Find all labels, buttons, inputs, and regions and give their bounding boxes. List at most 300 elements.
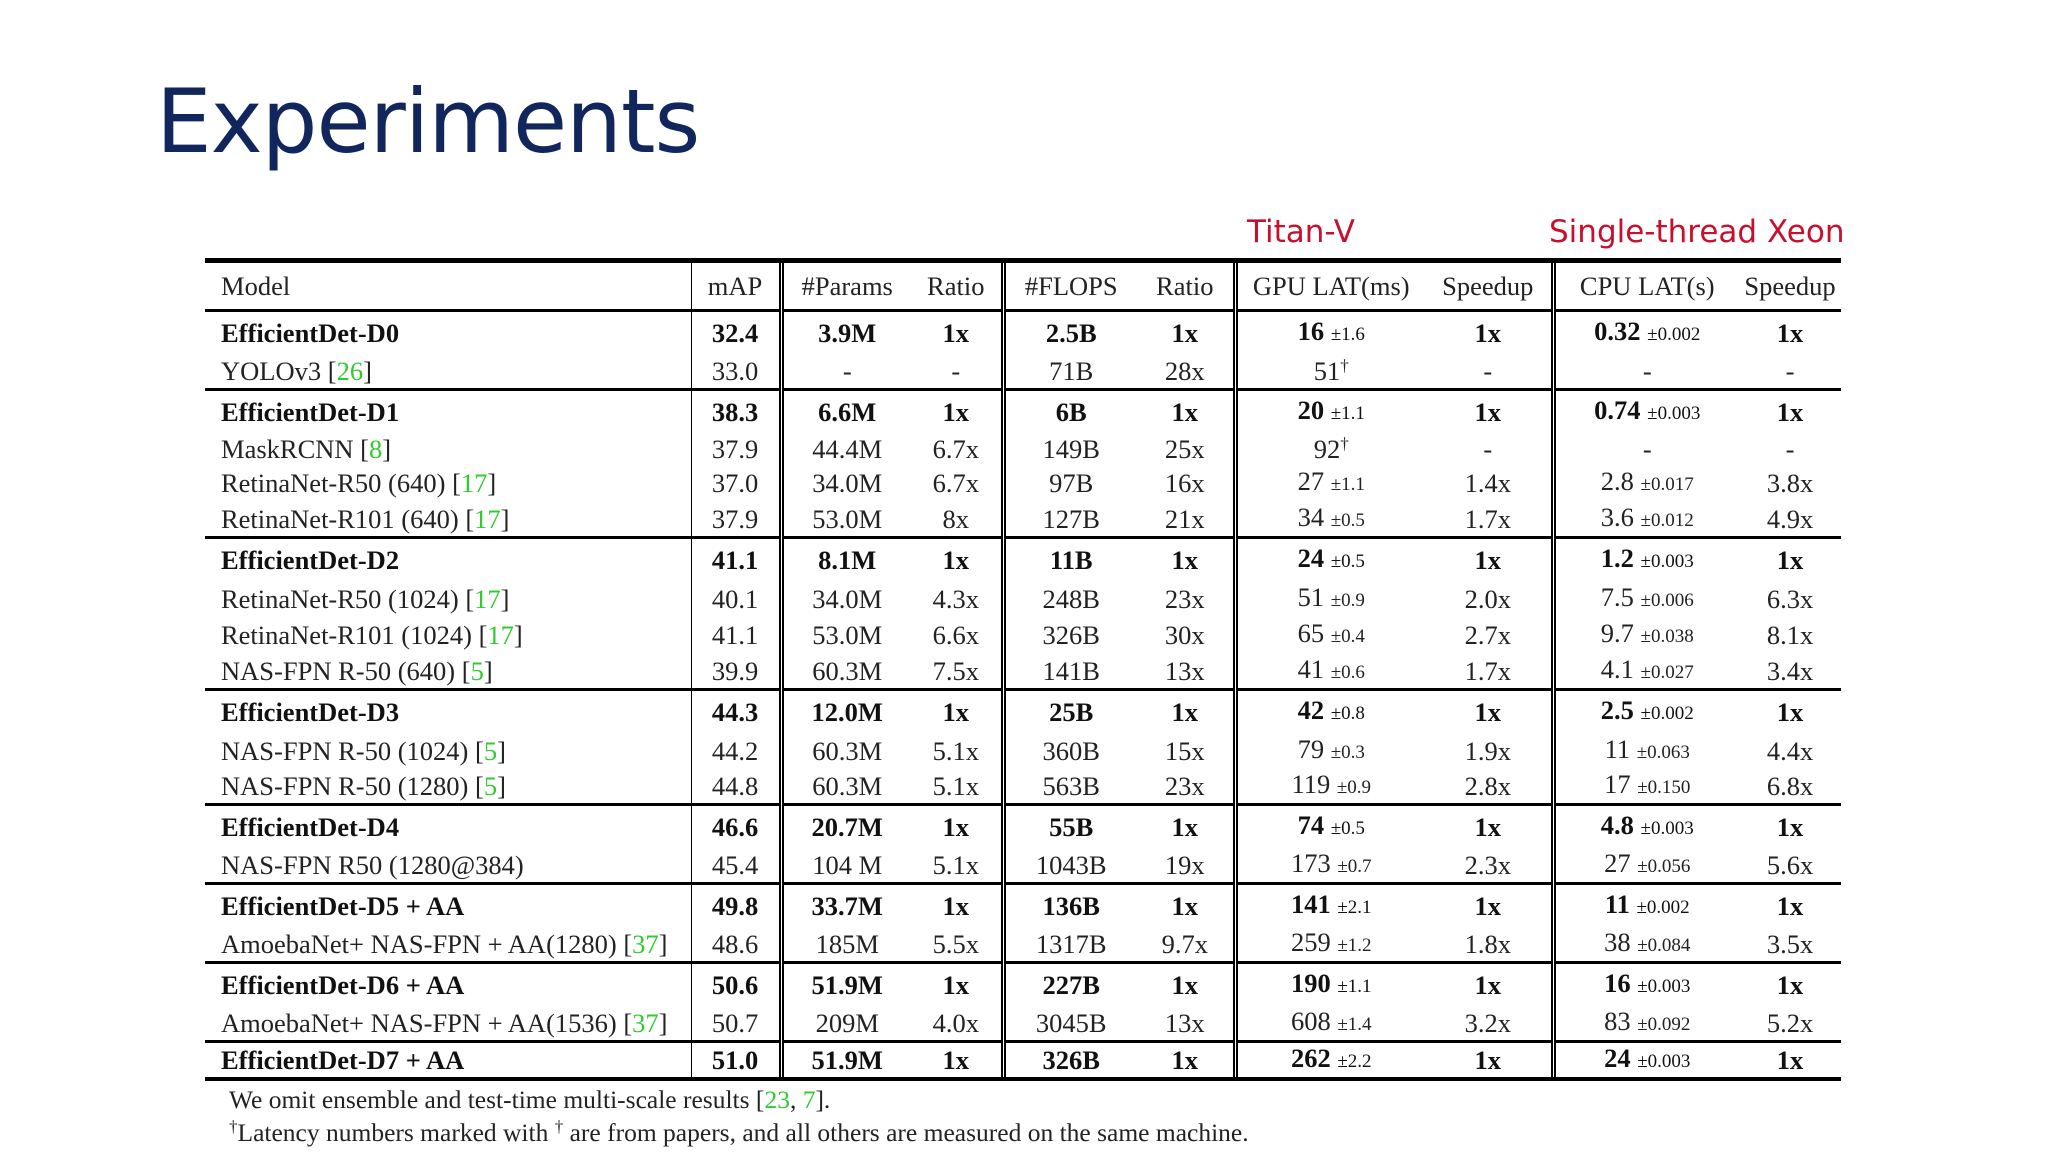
cell-flops: 326B (1042, 620, 1100, 651)
table-row (205, 963, 1841, 1007)
cell-flops: 25B (1049, 696, 1094, 727)
cell-cpu-speedup: 1x (1776, 812, 1804, 843)
cell-cpu-speedup: 6.3x (1766, 583, 1814, 614)
cell-flops: 136B (1042, 891, 1100, 922)
cpu-lat-stddev: ±0.012 (1640, 509, 1694, 531)
table-row (205, 581, 1841, 617)
cell-cpu-lat (1553, 1006, 1739, 1042)
cell-map: 50.7 (691, 1006, 781, 1042)
cell-model (205, 390, 691, 434)
citation-link[interactable]: 17 (474, 503, 501, 534)
cell-model (205, 848, 691, 884)
table-row (205, 884, 1841, 928)
cell-model (205, 963, 691, 1007)
table-group (205, 805, 1841, 884)
cell-params: 60.3M (812, 771, 883, 802)
cell-params-ratio: 1x (911, 884, 1003, 928)
cell-flops: 360B (1042, 735, 1100, 766)
cell-gpu-lat (1235, 689, 1425, 733)
cell-map: 48.6 (691, 927, 781, 963)
cpu-lat-value: 0.32 (1594, 316, 1641, 346)
cell-flops-ratio: 1x (1137, 884, 1235, 928)
cell-gpu-speedup: 1.9x (1425, 733, 1553, 769)
cell-gpu-lat (1235, 1042, 1425, 1078)
cell-flops: 141B (1042, 655, 1100, 686)
cell-params: 3.9M (818, 318, 877, 348)
cell-gpu-lat (1235, 769, 1425, 805)
cell-params-ratio: 5.1x (911, 769, 1003, 805)
cpu-lat-value: 27 (1604, 848, 1631, 879)
citation-link[interactable]: 37 (632, 1008, 659, 1039)
cell-model: RetinaNet-R101 (1024) [17] (205, 617, 691, 653)
cell-map: 44.2 (691, 733, 781, 769)
cell-params-ratio: 6.7x (911, 465, 1003, 501)
cell-flops-ratio: 1x (1137, 390, 1235, 434)
cpu-lat-value: 4.8 (1600, 810, 1634, 841)
citation-link[interactable]: 5 (483, 771, 498, 802)
gpu-lat-value: 42 (1297, 694, 1325, 725)
gpu-lat-stddev: ±2.1 (1337, 897, 1372, 919)
table-footnotes (205, 1083, 1841, 1149)
dagger-mark: † (1340, 434, 1349, 453)
cpu-lat-value: 11 (1604, 889, 1630, 920)
cell-gpu-lat (1235, 311, 1425, 355)
citation-link[interactable]: 37 (632, 929, 659, 960)
cell-gpu-lat (1235, 581, 1425, 617)
table-row (205, 927, 1841, 963)
cell-cpu-speedup: 5.6x (1766, 850, 1814, 881)
cell-params-ratio: 1x (911, 1042, 1003, 1078)
cell-model: NAS-FPN R-50 (1024) [5] (205, 733, 691, 769)
cpu-lat-value: 1.2 (1600, 542, 1634, 573)
cell-flops-ratio: 13x (1137, 654, 1235, 690)
cell-map: 45.4 (691, 848, 781, 884)
gpu-lat-value: 74 (1297, 810, 1325, 841)
cell-flops: 6B (1055, 397, 1087, 427)
col-header-flops-ratio: Ratio (1137, 263, 1235, 311)
table-row (205, 769, 1841, 805)
cpu-lat-stddev: ±0.002 (1647, 324, 1701, 345)
cell-model: RetinaNet-R50 (640) [17] (205, 465, 691, 501)
cell-gpu-speedup: 1x (1425, 963, 1553, 1007)
footnote-latency-text: Latency numbers marked with (237, 1118, 555, 1148)
cell-gpu-speedup: 1x (1425, 1042, 1553, 1078)
footnote-latency (229, 1116, 1841, 1149)
cell-params: 12.0M (811, 696, 883, 727)
cell-cpu-lat (1553, 848, 1739, 884)
gpu-lat-stddev: ±0.5 (1330, 818, 1365, 840)
cell-gpu-lat (1235, 465, 1425, 501)
gpu-lat-value: 24 (1297, 542, 1325, 573)
cell-flops: 2.5B (1045, 318, 1097, 348)
cell-flops-ratio: 21x (1137, 502, 1235, 538)
cpu-lat-value: - (1642, 356, 1652, 386)
cell-model (205, 805, 691, 849)
model-name: EfficientDet-D4 (221, 812, 400, 843)
cell-flops: 1317B (1035, 929, 1107, 960)
model-name: MaskRCNN (221, 434, 361, 464)
cell-cpu-speedup: 1x (1776, 970, 1804, 1001)
cell-params: 6.6M (818, 397, 877, 427)
gpu-lat-value: 79 (1297, 733, 1325, 764)
gpu-lat-value: 41 (1297, 653, 1325, 684)
cell-params-ratio: 5.5x (911, 927, 1003, 963)
gpu-lat-value: 34 (1297, 501, 1325, 532)
cell-params-ratio: 4.3x (911, 581, 1003, 617)
cpu-lat-stddev: ±0.038 (1640, 626, 1694, 648)
gpu-lat-stddev: ±1.1 (1330, 474, 1365, 496)
model-name: RetinaNet-R50 (640) (221, 468, 453, 499)
model-name: EfficientDet-D3 (221, 696, 400, 727)
cell-params: 51.9M (811, 1045, 883, 1076)
footnote-latency-text-2: are from papers, and all others are measured on the same machine. (563, 1118, 1249, 1148)
cell-model: RetinaNet-R101 (640) [17] (205, 502, 691, 538)
cell-gpu-lat (1235, 1006, 1425, 1042)
cell-gpu-speedup: 1.7x (1425, 502, 1553, 538)
gpu-lat-value: 141 (1290, 889, 1331, 920)
cell-gpu-speedup: 1.7x (1425, 654, 1553, 690)
cell-map: 41.1 (691, 617, 781, 653)
cell-model: YOLOv3 [26] (205, 354, 691, 390)
cell-map: 50.6 (691, 963, 781, 1007)
cpu-lat-value: 24 (1604, 1043, 1631, 1074)
cpu-lat-stddev: ±0.003 (1640, 818, 1694, 840)
cell-params-ratio: 1x (911, 689, 1003, 733)
cpu-lat-value: 9.7 (1600, 618, 1634, 649)
cell-cpu-lat (1553, 354, 1739, 390)
cell-params: 20.7M (811, 812, 883, 843)
citation-link[interactable]: 23 (764, 1085, 790, 1115)
results-table (205, 258, 1841, 1149)
model-name: NAS-FPN R50 (1280@384) (221, 850, 524, 881)
citation-link[interactable]: 7 (802, 1085, 816, 1115)
cell-flops-ratio: 16x (1137, 465, 1235, 501)
col-header-gpu-lat: GPU LAT(ms) (1235, 263, 1425, 311)
cpu-lat-stddev: ±0.092 (1637, 1014, 1691, 1036)
table-row (205, 1006, 1841, 1042)
cell-flops: 11B (1049, 544, 1093, 575)
cell-model: MaskRCNN [8] (205, 433, 691, 465)
footnote-ensemble-text: We omit ensemble and test-time multi-scale results [ (229, 1085, 765, 1115)
cell-params: 60.3M (812, 735, 883, 766)
table-group (205, 1042, 1841, 1078)
cell-cpu-lat (1553, 465, 1739, 501)
model-name: NAS-FPN R-50 (640) (221, 655, 462, 686)
cell-params: 185M (815, 929, 879, 960)
col-header-model: Model (205, 263, 691, 311)
cell-params: 104 M (812, 850, 883, 881)
gpu-lat-value: 119 (1291, 769, 1331, 800)
model-name: RetinaNet-R101 (640) (221, 503, 466, 534)
cell-flops-ratio: 23x (1137, 581, 1235, 617)
model-name: EfficientDet-D7 + AA (221, 1045, 465, 1076)
col-header-params-ratio: Ratio (911, 263, 1003, 311)
cell-params: 34.0M (812, 583, 883, 614)
gpu-lat-value: 27 (1297, 466, 1325, 497)
model-name: YOLOv3 (221, 356, 328, 386)
table-row (205, 617, 1841, 653)
cell-gpu-lat (1235, 805, 1425, 849)
gpu-lat-value: 259 (1290, 927, 1331, 958)
cell-cpu-speedup: 6.8x (1766, 771, 1814, 802)
cell-map: 37.0 (691, 465, 781, 501)
table-row (205, 1042, 1841, 1078)
table-row (205, 805, 1841, 849)
cell-gpu-lat (1235, 354, 1425, 390)
cell-gpu-lat (1235, 390, 1425, 434)
table-row (205, 465, 1841, 501)
footnote-end: ]. (815, 1085, 831, 1115)
cell-flops-ratio: 1x (1137, 311, 1235, 355)
cell-map: 41.1 (691, 537, 781, 581)
cell-cpu-speedup: 1x (1776, 696, 1804, 727)
cell-map: 39.9 (691, 654, 781, 690)
gpu-lat-stddev: ±1.4 (1337, 1014, 1372, 1036)
table-row (205, 390, 1841, 434)
cpu-lat-stddev: ±0.002 (1640, 702, 1694, 724)
cell-gpu-speedup: 2.3x (1425, 848, 1553, 884)
table-group (205, 390, 1841, 538)
cpu-lat-stddev: ±0.003 (1637, 976, 1691, 998)
cpu-lat-value: 17 (1604, 769, 1631, 800)
cell-params: 34.0M (812, 468, 883, 499)
cell-cpu-lat (1553, 805, 1739, 849)
cell-gpu-speedup: 1x (1425, 390, 1553, 434)
cell-model: AmoebaNet+ NAS-FPN + AA(1280) [37] (205, 927, 691, 963)
cpu-lat-value: 4.1 (1600, 653, 1634, 684)
cell-flops-ratio: 1x (1137, 1042, 1235, 1078)
gpu-lat-stddev: ±0.7 (1337, 856, 1372, 878)
cell-cpu-lat (1553, 689, 1739, 733)
table-row (205, 654, 1841, 690)
gpu-lat-stddev: ±0.3 (1330, 741, 1365, 763)
cpu-lat-value: 2.8 (1600, 466, 1634, 497)
cell-cpu-speedup: 4.9x (1766, 503, 1814, 534)
cell-params: 209M (815, 1008, 879, 1039)
cell-params: 44.4M (812, 434, 883, 464)
cell-cpu-speedup: 1x (1776, 397, 1804, 427)
cell-cpu-lat (1553, 390, 1739, 434)
cell-map: 38.3 (691, 390, 781, 434)
cell-cpu-speedup: - (1785, 356, 1795, 386)
cell-cpu-lat (1553, 654, 1739, 690)
cpu-lat-stddev: ±0.003 (1640, 550, 1694, 572)
cell-cpu-speedup: 1x (1776, 891, 1804, 922)
cpu-lat-stddev: ±0.003 (1647, 403, 1701, 424)
cpu-lat-stddev: ±0.150 (1637, 777, 1691, 799)
cell-params-ratio: 1x (911, 537, 1003, 581)
cell-flops: 563B (1042, 771, 1100, 802)
cell-gpu-speedup: 1x (1425, 884, 1553, 928)
cell-cpu-lat (1553, 537, 1739, 581)
cpu-lat-stddev: ±0.056 (1637, 856, 1691, 878)
cpu-lat-stddev: ±0.063 (1636, 741, 1690, 763)
cpu-lat-value: 0.74 (1594, 395, 1641, 425)
footnote-ensemble (229, 1083, 1841, 1116)
slide-title: Experiments (156, 70, 700, 173)
cell-params-ratio: 4.0x (911, 1006, 1003, 1042)
cell-gpu-speedup: 1.4x (1425, 465, 1553, 501)
cell-gpu-speedup: 1x (1425, 537, 1553, 581)
cell-cpu-speedup: 3.8x (1766, 468, 1814, 499)
cell-params-ratio: 6.7x (911, 433, 1003, 465)
cell-model (205, 884, 691, 928)
cpu-lat-value: 16 (1604, 968, 1631, 999)
citation-link[interactable]: 5 (483, 735, 498, 766)
cell-map: 44.8 (691, 769, 781, 805)
col-header-cpu-speedup: Speedup (1739, 263, 1841, 311)
cell-gpu-lat (1235, 433, 1425, 465)
col-header-flops: #FLOPS (1003, 263, 1137, 311)
table-bottom-rule (205, 1077, 1841, 1081)
model-name: EfficientDet-D2 (221, 544, 400, 575)
cpu-lat-value: 2.5 (1600, 694, 1634, 725)
gpu-lat-stddev: ±0.8 (1330, 702, 1365, 724)
cell-params: 8.1M (818, 544, 877, 575)
cell-gpu-speedup: 2.7x (1425, 617, 1553, 653)
cell-flops-ratio: 23x (1137, 769, 1235, 805)
cell-gpu-speedup: 2.0x (1425, 581, 1553, 617)
cell-cpu-lat (1553, 581, 1739, 617)
cell-cpu-lat (1553, 433, 1739, 465)
gpu-lat-stddev: ±0.4 (1330, 626, 1365, 648)
gpu-lat-stddev: ±0.5 (1330, 509, 1365, 531)
cell-params-ratio: - (911, 354, 1003, 390)
cell-model (205, 537, 691, 581)
citation-link[interactable]: 17 (460, 468, 488, 499)
cell-map: 33.0 (691, 354, 781, 390)
cell-model (205, 1042, 691, 1078)
table-group (205, 537, 1841, 689)
cell-model (205, 689, 691, 733)
cell-flops-ratio: 28x (1137, 354, 1235, 390)
gpu-lat-value: 16 (1297, 316, 1325, 346)
cell-gpu-lat (1235, 884, 1425, 928)
cell-map: 37.9 (691, 433, 781, 465)
cell-cpu-speedup: 1x (1776, 544, 1804, 575)
cpu-lat-stddev: ±0.084 (1637, 935, 1691, 957)
gpu-lat-stddev: ±1.2 (1337, 935, 1372, 957)
cell-flops: 3045B (1035, 1008, 1107, 1039)
cell-flops: 127B (1042, 503, 1100, 534)
gpu-lat-value: 190 (1290, 968, 1331, 999)
dagger-mark: † (554, 1117, 564, 1137)
cell-cpu-lat (1553, 963, 1739, 1007)
gpu-lat-stddev: ±0.6 (1330, 661, 1365, 683)
model-name: AmoebaNet+ NAS-FPN + AA(1536) (221, 1008, 624, 1039)
table-row (205, 311, 1841, 355)
cell-flops: 227B (1042, 970, 1100, 1001)
cell-flops: 326B (1042, 1045, 1100, 1076)
col-header-params: #Params (781, 263, 911, 311)
cell-gpu-lat (1235, 963, 1425, 1007)
cell-cpu-speedup: 8.1x (1766, 620, 1814, 651)
citation-link[interactable]: 17 (487, 620, 514, 651)
cell-map: 49.8 (691, 884, 781, 928)
cell-cpu-speedup: 5.2x (1766, 1008, 1814, 1039)
table-row (205, 689, 1841, 733)
citation-link[interactable]: 8 (368, 434, 383, 464)
model-name: NAS-FPN R-50 (1024) (221, 735, 475, 766)
cell-flops: 1043B (1035, 850, 1107, 881)
model-name: EfficientDet-D5 + AA (221, 891, 465, 922)
cell-flops-ratio: 13x (1137, 1006, 1235, 1042)
cell-flops: 248B (1042, 583, 1100, 614)
cpu-lat-value: 11 (1604, 733, 1631, 764)
cell-flops-ratio: 1x (1137, 689, 1235, 733)
cell-cpu-lat (1553, 311, 1739, 355)
cpu-lat-value: 38 (1604, 927, 1631, 958)
cell-flops: 149B (1042, 434, 1100, 464)
cell-map: 46.6 (691, 805, 781, 849)
cell-params-ratio: 5.1x (911, 848, 1003, 884)
cell-cpu-speedup: 3.5x (1766, 929, 1814, 960)
cpu-lat-value: 83 (1604, 1006, 1631, 1037)
cell-cpu-lat (1553, 769, 1739, 805)
dagger-mark: † (1340, 356, 1349, 375)
cell-params-ratio: 7.5x (911, 654, 1003, 690)
cell-flops-ratio: 30x (1137, 617, 1235, 653)
cell-model: RetinaNet-R50 (1024) [17] (205, 581, 691, 617)
cell-cpu-lat (1553, 733, 1739, 769)
gpu-lat-value: 51 (1313, 356, 1341, 386)
cell-params-ratio: 1x (911, 805, 1003, 849)
cell-params: 53.0M (812, 503, 883, 534)
cell-gpu-speedup: 1x (1425, 805, 1553, 849)
cell-params-ratio: 1x (911, 311, 1003, 355)
cell-gpu-speedup: 1x (1425, 689, 1553, 733)
cell-cpu-speedup: - (1785, 434, 1795, 464)
table-row (205, 433, 1841, 465)
citation-link[interactable]: 5 (470, 655, 484, 686)
cpu-lat-stddev: ±0.017 (1640, 474, 1694, 496)
gpu-lat-stddev: ±2.2 (1337, 1051, 1372, 1073)
cell-cpu-speedup: 1x (1776, 1045, 1804, 1076)
cpu-lat-stddev: ±0.006 (1640, 589, 1694, 611)
cpu-lat-value: - (1642, 434, 1652, 464)
cpu-lat-stddev: ±0.027 (1640, 661, 1694, 683)
col-header-cpu-lat: CPU LAT(s) (1553, 263, 1739, 311)
cell-params-ratio: 8x (911, 502, 1003, 538)
gpu-lat-stddev: ±1.1 (1337, 976, 1372, 998)
cell-cpu-lat (1553, 927, 1739, 963)
cell-gpu-lat (1235, 927, 1425, 963)
cell-gpu-speedup: 3.2x (1425, 1006, 1553, 1042)
citation-link[interactable]: 17 (474, 583, 501, 614)
cpu-lat-stddev: ±0.003 (1637, 1051, 1691, 1073)
cell-map: 40.1 (691, 581, 781, 617)
cell-flops: 55B (1049, 812, 1094, 843)
gpu-lat-value: 20 (1297, 395, 1325, 425)
table-group (205, 884, 1841, 963)
cell-map: 37.9 (691, 502, 781, 538)
cell-gpu-speedup: - (1425, 433, 1553, 465)
gpu-lat-value: 92 (1313, 434, 1341, 464)
cpu-label: Single-thread Xeon (1549, 214, 1845, 250)
cell-flops-ratio: 1x (1137, 805, 1235, 849)
gpu-lat-value: 262 (1290, 1043, 1331, 1074)
cell-gpu-lat (1235, 733, 1425, 769)
citation-link[interactable]: 26 (336, 356, 364, 386)
cell-cpu-speedup: 1x (1776, 318, 1804, 348)
model-name: NAS-FPN R-50 (1280) (221, 771, 475, 802)
cell-gpu-lat (1235, 537, 1425, 581)
table-row (205, 848, 1841, 884)
gpu-lat-value: 65 (1297, 618, 1325, 649)
cell-gpu-speedup: 1x (1425, 311, 1553, 355)
gpu-lat-stddev: ±1.1 (1330, 403, 1365, 424)
cell-params-ratio: 6.6x (911, 617, 1003, 653)
